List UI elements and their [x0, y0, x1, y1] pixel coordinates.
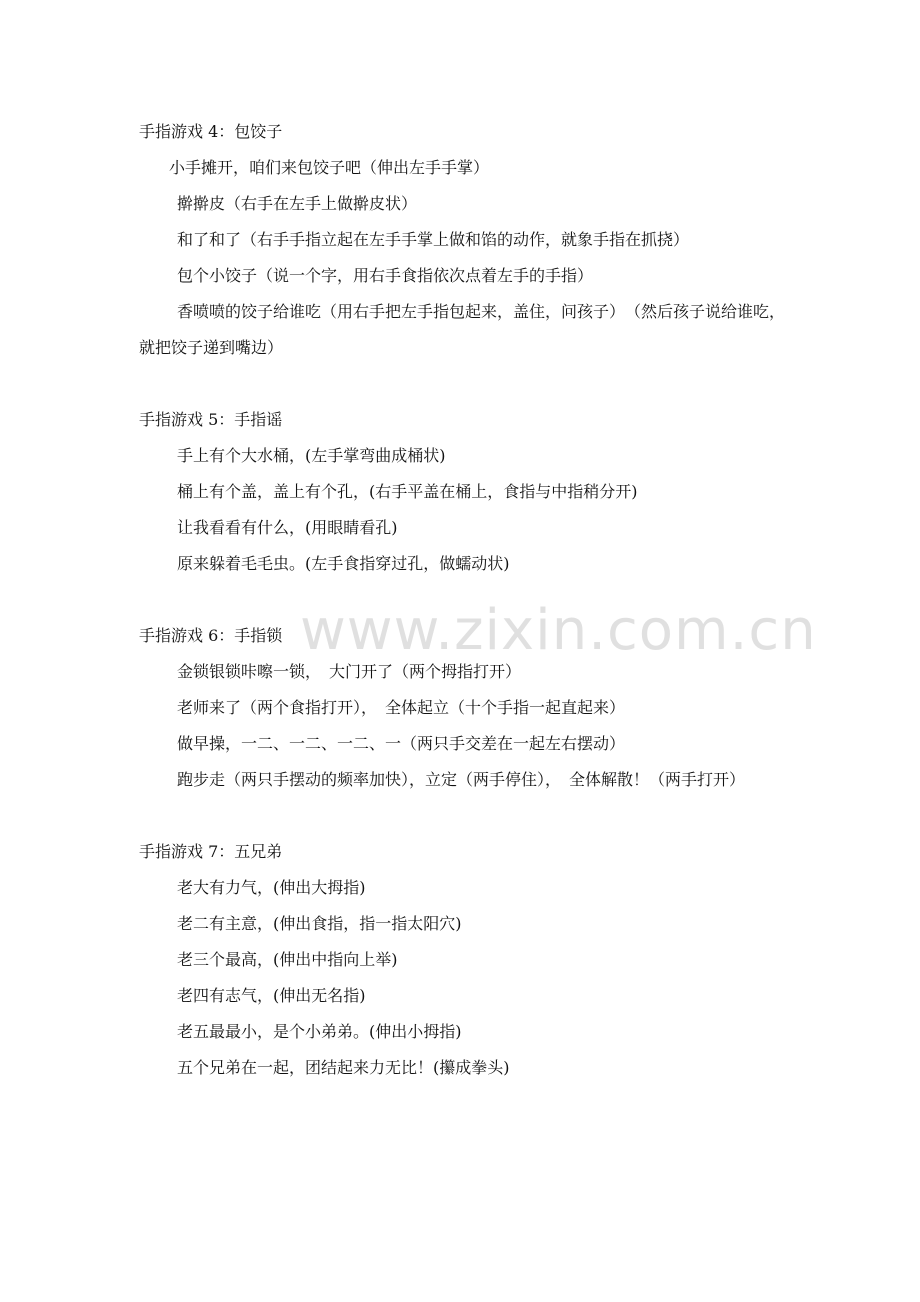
- text-line: 做早操，一二、一二、一二、一（两只手交差在一起左右摆动）: [177, 734, 626, 753]
- section-heading: 手指游戏 4：包饺子: [139, 122, 283, 141]
- text-line: 原来躲着毛毛虫。(左手食指穿过孔，做蠕动状): [177, 554, 510, 573]
- text-line: 和了和了（右手手指立起在左手手掌上做和馅的动作，就象手指在抓挠）: [177, 230, 690, 249]
- text-line: 小手摊开，咱们来包饺子吧（伸出左手手掌）: [169, 158, 490, 177]
- watermark: www.zixin.com.cn: [300, 598, 817, 663]
- text-line: 老五最最小，是个小弟弟。(伸出小拇指): [177, 1022, 462, 1041]
- text-line: 桶上有个盖，盖上有个孔，(右手平盖在桶上，食指与中指稍分开): [177, 482, 638, 501]
- section-heading: 手指游戏 5：手指谣: [139, 410, 283, 429]
- text-line: 擀擀皮（右手在左手上做擀皮状）: [177, 194, 418, 213]
- section-game-5: [139, 402, 799, 582]
- text-line: 金锁银锁咔嚓一锁， 大门开了（两个拇指打开）: [177, 662, 522, 681]
- text-line: 老二有主意，(伸出食指，指一指太阳穴): [177, 914, 462, 933]
- section-game-6: [139, 618, 799, 798]
- text-paragraph: 跑步走（两只手摆动的频率加快），立定（两手停住）， 全体解散！（两手打开）: [177, 770, 746, 789]
- text-line: 老四有志气，(伸出无名指): [177, 986, 366, 1005]
- text-line: 老师来了（两个食指打开）， 全体起立（十个手指一起直起来）: [177, 698, 626, 717]
- text-line: 包个小饺子（说一个字，用右手食指依次点着左手的手指）: [177, 266, 594, 285]
- section-game-4: [139, 114, 799, 366]
- document-body: [139, 114, 799, 1122]
- text-line: 老三个最高，(伸出中指向上举): [177, 950, 398, 969]
- text-paragraph: 香喷喷的饺子给谁吃（用右手把左手指包起来，盖住，问孩子） （然后孩子说给谁吃，就把饺子递到嘴边）: [139, 302, 786, 357]
- section-game-7: [139, 834, 799, 1086]
- text-line: 让我看看有什么，(用眼睛看孔): [177, 518, 398, 537]
- text-line: 五个兄弟在一起，团结起来力无比！(攥成拳头): [177, 1058, 510, 1077]
- text-line: 手上有个大水桶，(左手掌弯曲成桶状): [177, 446, 446, 465]
- section-heading: 手指游戏 6：手指锁: [139, 626, 283, 645]
- text-line: 老大有力气，(伸出大拇指): [177, 878, 366, 897]
- section-heading: 手指游戏 7：五兄弟: [139, 842, 283, 861]
